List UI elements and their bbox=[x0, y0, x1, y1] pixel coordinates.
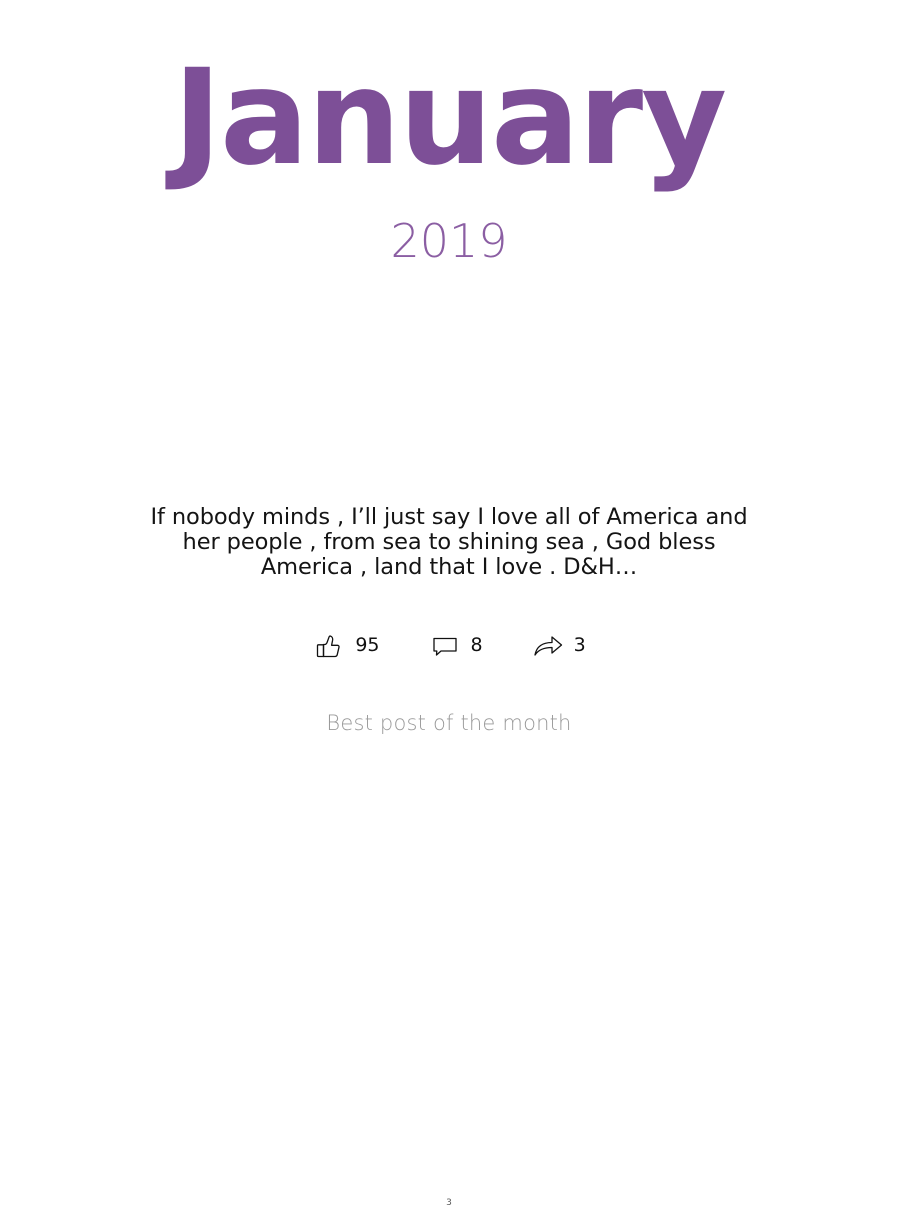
comments-count: 8 bbox=[470, 634, 483, 657]
stat-shares bbox=[531, 631, 586, 661]
likes-count: 95 bbox=[355, 634, 380, 657]
year-subtitle: 2019 bbox=[390, 214, 508, 268]
thumbs-up-icon bbox=[312, 631, 346, 661]
stat-comments bbox=[428, 631, 483, 661]
share-icon bbox=[531, 631, 565, 661]
page-title: January bbox=[172, 41, 726, 195]
featured-post bbox=[0, 505, 898, 735]
post-caption: Best post of the month bbox=[326, 710, 572, 735]
title-block bbox=[0, 41, 898, 268]
shares-count: 3 bbox=[573, 634, 586, 657]
stat-likes bbox=[312, 631, 379, 661]
post-text: If nobody minds , I’ll just say I love all of America and her people , from sea to shining sea , God bless America , land that I love . D&H… bbox=[150, 504, 748, 581]
page-number: 3 bbox=[446, 1198, 452, 1208]
post-stats bbox=[0, 631, 898, 661]
comment-icon bbox=[428, 631, 462, 661]
